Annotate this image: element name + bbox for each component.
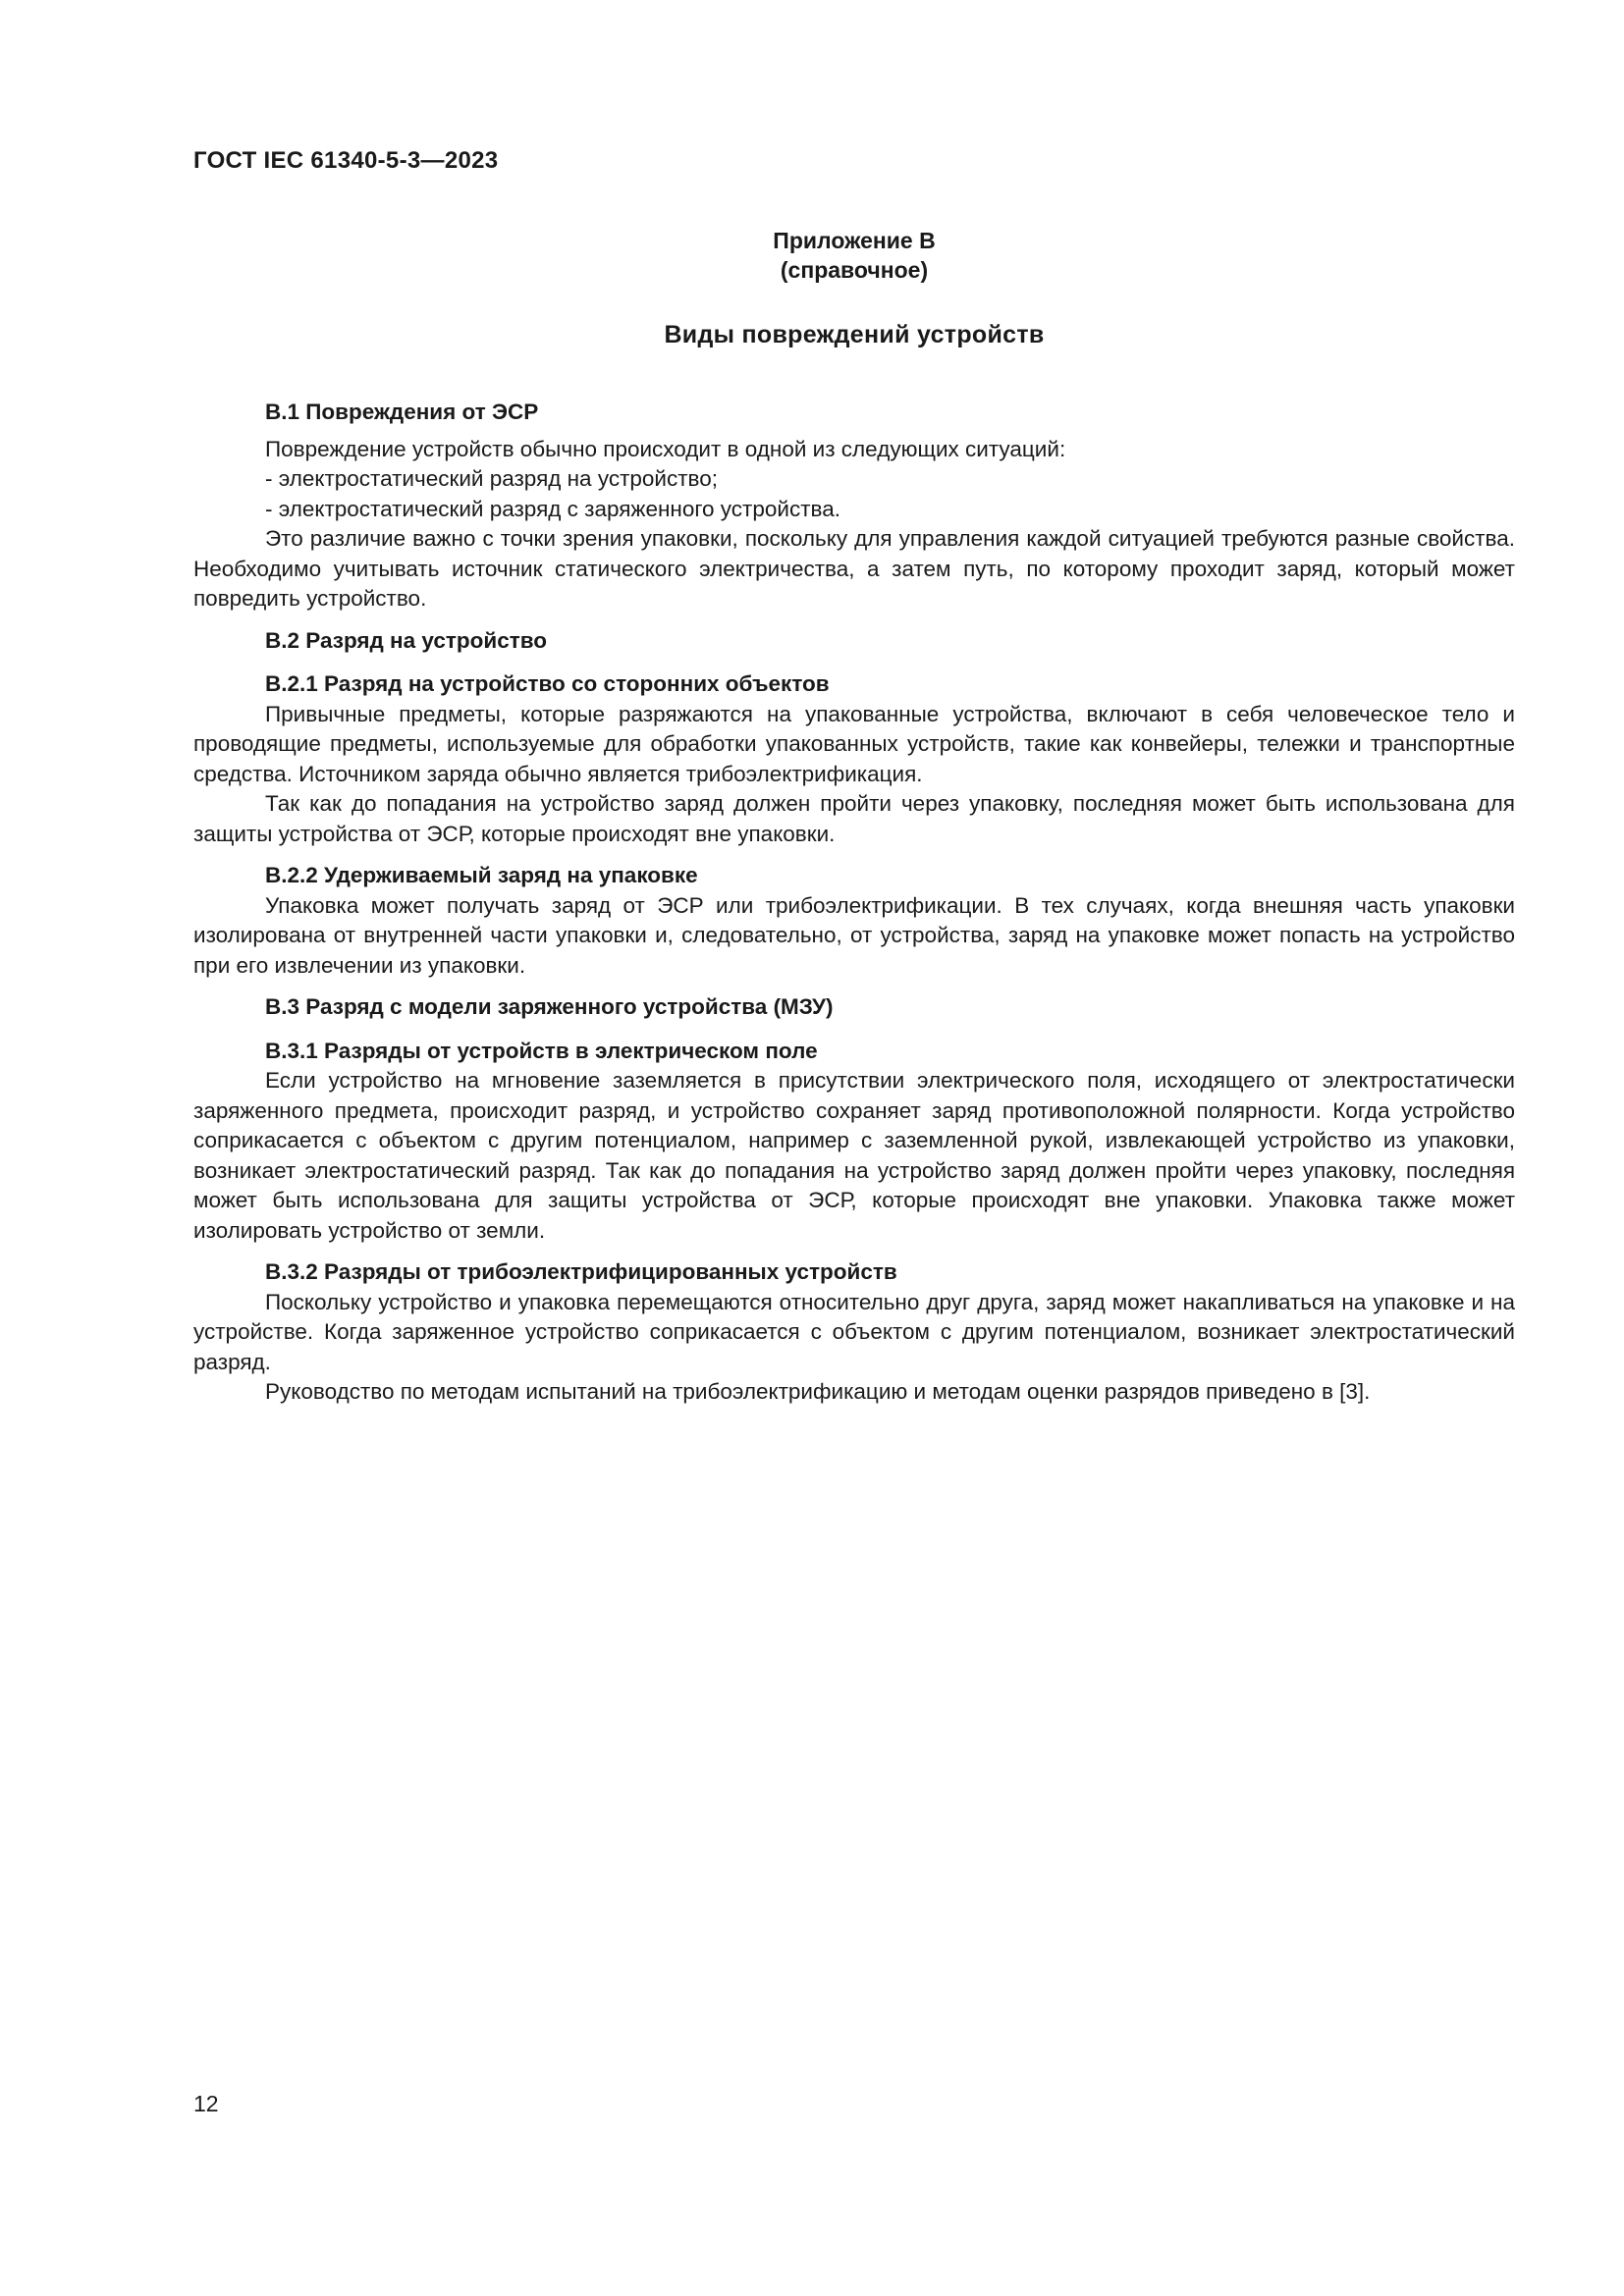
paragraph: Так как до попадания на устройство заряд должен пройти через упаковку, последняя может быть использована для защиты устройства от ЭСР, которые происходят вне упаковки. <box>193 791 1515 846</box>
annex-label: Приложение В <box>773 228 936 253</box>
list-item: - электростатический разряд на устройство; <box>265 466 718 491</box>
paragraph: Привычные предметы, которые разряжаются на упакованные устройства, включают в себя человеческое тело и проводящие предметы, используемые для обработки упакованных устройств, такие как конвейеры, тележки и транспортные средства. Источником заряда обычно является трибоэлектрификация. <box>193 701 1515 786</box>
annex-body <box>193 398 1515 1408</box>
section-heading-b2: В.2 Разряд на устройство <box>265 627 548 653</box>
section-heading-b1: В.1 Повреждения от ЭСР <box>265 400 539 424</box>
annex-title: Виды повреждений устройств <box>664 321 1045 348</box>
subsection-heading-b22: В.2.2 Удерживаемый заряд на упаковке <box>265 863 698 887</box>
annex-type: (справочное) <box>780 257 929 283</box>
paragraph: Руководство по методам испытаний на трибоэлектрификацию и методам оценки разрядов приведено в [3]. <box>265 1379 1371 1404</box>
subsection-heading-b32: В.3.2 Разряды от трибоэлектрифицированных устройств <box>265 1259 897 1284</box>
subsection-heading-b21: В.2.1 Разряд на устройство со сторонних объектов <box>265 671 830 696</box>
paragraph: Поскольку устройство и упаковка перемещаются относительно друг друга, заряд может накапливаться на упаковке и на устройстве. Когда заряженное устройство соприкасается с объектом с другим потенциалом, возникает электростатический разряд. <box>193 1289 1515 1374</box>
list-item: - электростатический разряд с заряженного устройства. <box>265 496 840 521</box>
section-b1-intro: Повреждение устройств обычно происходит в одной из следующих ситуаций: <box>265 436 1066 461</box>
subsection-heading-b31: В.3.1 Разряды от устройств в электрическом поле <box>265 1038 818 1063</box>
document-code-header: ГОСТ IEC 61340-5-3—2023 <box>193 147 499 174</box>
section-b1-paragraph: Это различие важно с точки зрения упаковки, поскольку для управления каждой ситуацией требуются разные свойства. Необходимо учитывать источник статического электричества, а затем путь, по которому проходит заряд, который может повредить устройство. <box>193 526 1515 611</box>
paragraph: Если устройство на мгновение заземляется в присутствии электрического поля, исходящего от электростатически заряженного предмета, происходит разряд, и устройство сохраняет заряд противоположной полярности. Когда устройство соприкасается с объектом с другим потенциалом, например с заземленной рукой, извлекающей устройство из упаковки, возникает электростатический разряд. Так как до попадания на устройство заряд должен пройти через упаковку, последняя может быть использована для защиты устройства от ЭСР, которые происходят вне упаковки. Упаковка также может изолировать устройство от земли. <box>193 1068 1515 1243</box>
page-number: 12 <box>193 2091 219 2116</box>
section-heading-b3: В.3 Разряд с модели заряженного устройства (МЗУ) <box>265 994 834 1019</box>
paragraph: Упаковка может получать заряд от ЭСР или трибоэлектрификации. В тех случаях, когда внешняя часть упаковки изолирована от внутренней части упаковки и, следовательно, от устройства, заряд на упаковке может попасть на устройство при его извлечении из упаковки. <box>193 892 1515 978</box>
